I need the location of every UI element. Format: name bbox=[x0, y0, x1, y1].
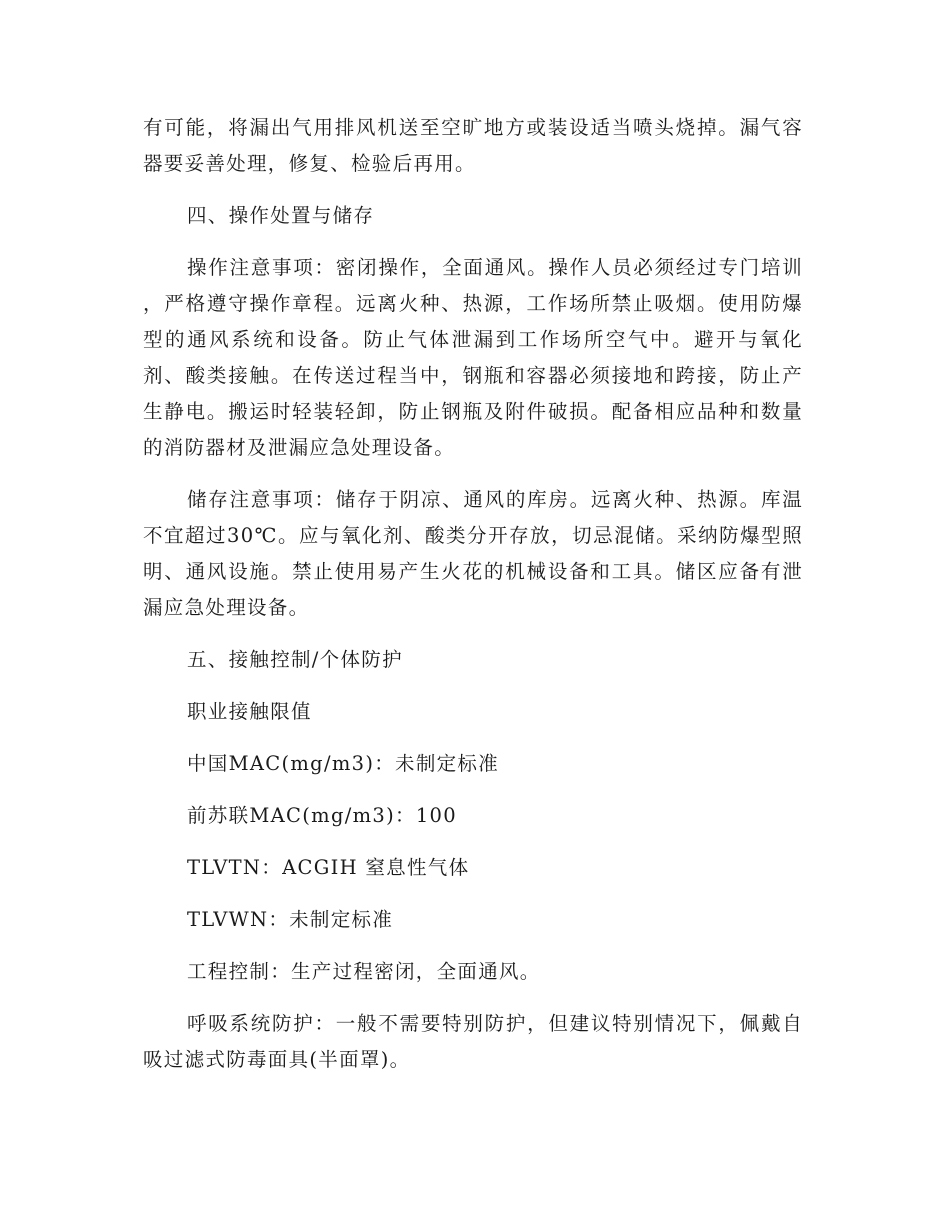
paragraph-respiratory-protection: 呼吸系统防护：一般不需要特别防护，但建议特别情况下，佩戴自吸过滤式防毒面具(半面罩)。 bbox=[143, 1012, 803, 1071]
paragraph-engineering-control: 工程控制：生产过程密闭，全面通风。 bbox=[187, 960, 541, 983]
paragraph-tlvwn: TLVWN：未制定标准 bbox=[187, 908, 394, 931]
paragraph-storage-precautions: 储存注意事项：储存于阴凉、通风的库房。远离火种、热源。库温不宜超过30℃。应与氧化剂、酸类分开存放，切忌混储。采纳防爆型照明、通风设施。禁止使用易产生火花的机械设备和工具。储区应备有泄漏应急处理设备。 bbox=[143, 488, 803, 619]
paragraph-ussr-mac: 前苏联MAC(mg/m3)：100 bbox=[187, 804, 457, 827]
paragraph-leak-handling: 有可能，将漏出气用排风机送至空旷地方或装设适当喷头烧掉。漏气容器要妥善处理，修复、检验后再用。 bbox=[143, 116, 803, 175]
paragraph-tlvtn: TLVTN：ACGIH 窒息性气体 bbox=[187, 856, 470, 879]
paragraph-china-mac: 中国MAC(mg/m3)：未制定标准 bbox=[187, 752, 500, 775]
section-heading-handling-storage: 四、操作处置与储存 bbox=[187, 204, 375, 227]
paragraph-exposure-limits-label: 职业接触限值 bbox=[187, 700, 312, 723]
section-heading-exposure-control: 五、接触控制/个体防护 bbox=[187, 648, 403, 671]
document-body bbox=[143, 110, 803, 1094]
paragraph-handling-precautions: 操作注意事项：密闭操作，全面通风。操作人员必须经过专门培训 ，严格遵守操作章程。远离火种、热源，工作场所禁止吸烟。使用防爆型的通风系统和设备。防止气体泄漏到工作场所空气中。避开与氧化剂、酸类接触。在传送过程当中，钢瓶和容器必须接地和跨接，防止产生静电。搬运时轻装轻卸，防止钢瓶及附件破损。配备相应品种和数量的消防器材及泄漏应急处理设备。 bbox=[143, 256, 803, 459]
